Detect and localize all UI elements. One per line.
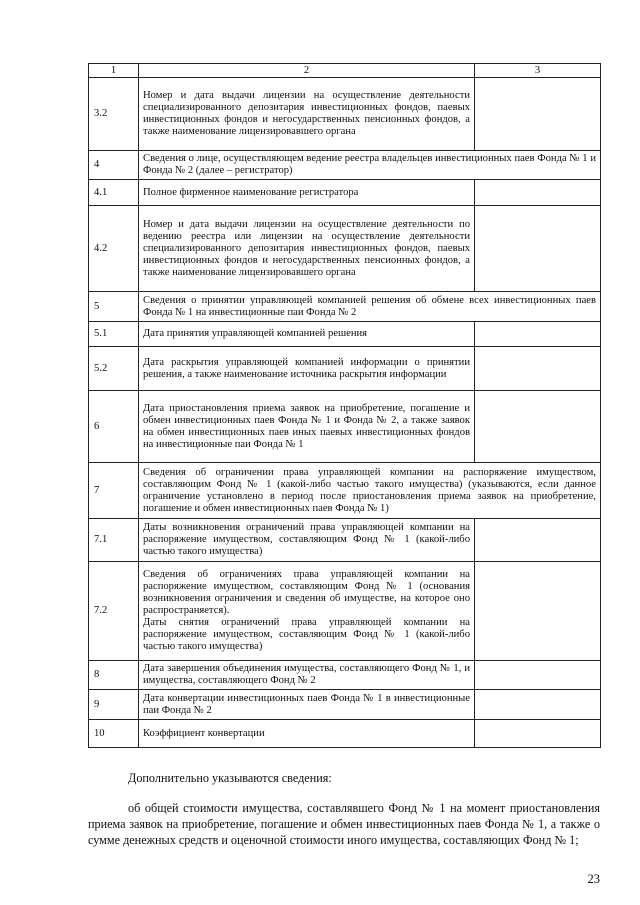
header-col-3: 3 bbox=[475, 64, 601, 78]
row-number: 4.1 bbox=[89, 180, 139, 206]
row-text: Дата раскрытия управляющей компанией информации о принятии решения, а также наименование источника раскрытия информации bbox=[139, 347, 475, 391]
row-text: Сведения о принятии управляющей компанией решения об обмене всех инвестиционных паев Фонда № 1 на инвестиционные паи Фонда № 2 bbox=[139, 292, 601, 322]
table-row bbox=[89, 78, 601, 151]
row-text: Номер и дата выдачи лицензии на осуществление деятельности по ведению реестра или лицензии на осуществление деятельности специализированного депозитария инвестиционных фондов, паевых инвестиционных фондов и негосударственных пенсионных фондов, а также наименование лицензировавшего органа bbox=[139, 206, 475, 292]
row-number: 10 bbox=[89, 720, 139, 748]
row-text: Даты возникновения ограничений права управляющей компании на распоряжение имуществом, составляющим Фонд № 1 (какой-либо частью такого имущества) bbox=[139, 519, 475, 562]
row-value-cell bbox=[475, 391, 601, 463]
table-row bbox=[89, 519, 601, 562]
table-row bbox=[89, 347, 601, 391]
table-row bbox=[89, 661, 601, 690]
row-value-cell bbox=[475, 206, 601, 292]
row-text: Полное фирменное наименование регистратора bbox=[139, 180, 475, 206]
header-col-2: 2 bbox=[139, 64, 475, 78]
table-row bbox=[89, 151, 601, 180]
row-value-cell bbox=[475, 661, 601, 690]
row-text: Коэффициент конвертации bbox=[139, 720, 475, 748]
row-text: Дата завершения объединения имущества, составляющего Фонд № 1, и имущества, составляющего Фонд № 2 bbox=[139, 661, 475, 690]
additional-info-heading: Дополнительно указываются сведения: bbox=[128, 771, 332, 785]
row-number: 4 bbox=[89, 151, 139, 180]
row-text-part-2: Даты снятия ограничений права управляющей компании на распоряжение имуществом, составляющим Фонд № 1 (какой-либо частью такого имущества) bbox=[143, 617, 470, 652]
additional-info-paragraph: об общей стоимости имущества, составлявшего Фонд № 1 на момент приостановления приема заявок на приобретение, погашение и обмен инвестиционных паев Фонда № 1, а также о сумме денежных средств и оценочной стоимости иного имущества, составляющих Фонд № 1; bbox=[88, 801, 600, 847]
page-number: 23 bbox=[587, 872, 600, 886]
table-row bbox=[89, 562, 601, 661]
row-text-part-1: Сведения об ограничениях права управляющей компании на распоряжение имуществом, составляющим Фонд № 1 (основания возникновения ограничения и сведения об имуществе, на которое оно распространяется). bbox=[143, 569, 470, 616]
table-row bbox=[89, 292, 601, 322]
table-row bbox=[89, 206, 601, 292]
row-value-cell bbox=[475, 562, 601, 661]
row-text bbox=[139, 562, 475, 661]
table-row bbox=[89, 463, 601, 519]
row-number: 5 bbox=[89, 292, 139, 322]
row-number: 7.1 bbox=[89, 519, 139, 562]
row-value-cell bbox=[475, 720, 601, 748]
header-col-1: 1 bbox=[89, 64, 139, 78]
row-value-cell bbox=[475, 180, 601, 206]
row-text: Дата конвертации инвестиционных паев Фонда № 1 в инвестиционные паи Фонда № 2 bbox=[139, 690, 475, 720]
row-number: 7.2 bbox=[89, 562, 139, 661]
row-number: 3.2 bbox=[89, 78, 139, 151]
table-row bbox=[89, 322, 601, 347]
row-number: 7 bbox=[89, 463, 139, 519]
table-row bbox=[89, 180, 601, 206]
table-header-row bbox=[89, 64, 601, 78]
row-text: Сведения о лице, осуществляющем ведение реестра владельцев инвестиционных паев Фонда № 1 и Фонда № 2 (далее – регистратор) bbox=[139, 151, 601, 180]
row-text: Дата приостановления приема заявок на приобретение, погашение и обмен инвестиционных паев Фонда № 1 и Фонда № 2, а также заявок на обмен инвестиционных паев иных паевых инвестиционных фондов на инвестиционные паи Фонда № 1 bbox=[139, 391, 475, 463]
row-number: 5.1 bbox=[89, 322, 139, 347]
table-row bbox=[89, 690, 601, 720]
row-value-cell bbox=[475, 690, 601, 720]
row-text: Дата принятия управляющей компанией решения bbox=[139, 322, 475, 347]
row-value-cell bbox=[475, 78, 601, 151]
row-number: 9 bbox=[89, 690, 139, 720]
row-number: 6 bbox=[89, 391, 139, 463]
table-row bbox=[89, 720, 601, 748]
row-value-cell bbox=[475, 519, 601, 562]
row-text: Сведения об ограничении права управляющей компании на распоряжение имуществом, составляющим Фонд № 1 (какой-либо частью такого имущества) (указываются, если данное ограничение установлено в период после приостановления приема заявок на приобретение, погашение и обмен инвестиционных паев Фонда № 1) bbox=[139, 463, 601, 519]
row-value-cell bbox=[475, 322, 601, 347]
requirements-table bbox=[88, 63, 601, 748]
row-text: Номер и дата выдачи лицензии на осуществление деятельности специализированного депозитария инвестиционных фондов, паевых инвестиционных фондов и негосударственных пенсионных фондов, а также наименование лицензировавшего органа bbox=[139, 78, 475, 151]
row-number: 4.2 bbox=[89, 206, 139, 292]
row-value-cell bbox=[475, 347, 601, 391]
table-row bbox=[89, 391, 601, 463]
row-number: 5.2 bbox=[89, 347, 139, 391]
row-number: 8 bbox=[89, 661, 139, 690]
